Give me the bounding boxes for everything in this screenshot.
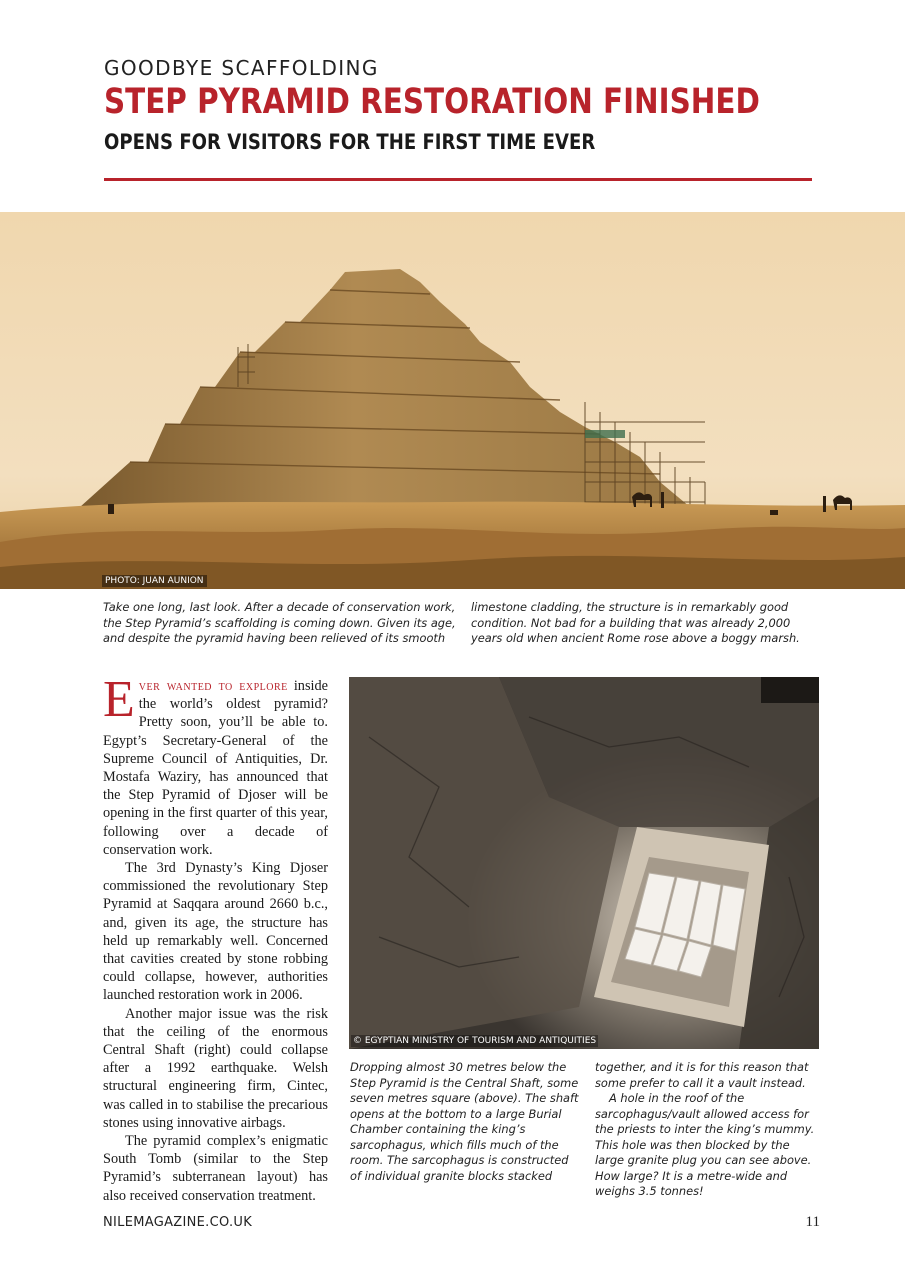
hero-photo [0,212,905,589]
central-shaft-photo [349,677,819,1049]
article-paragraph-3: Another major issue was the risk that the ceiling of the enormous Central Shaft (right) could collapse after a 1992 earthquake. Welsh structural engineering firm, Cintec, was called in to stabilise the precarious stones using innovative airbags. [103,1005,328,1131]
shaft-caption-right [595,1060,821,1200]
hero-caption-right: limestone cladding, the structure is in remarkably good condition. Not bad for a building that was already 2,000 years old when ancient Rome rose above a boggy marsh. [471,600,800,645]
article-paragraph-2: The 3rd Dynasty’s King Djoser commissioned the revolutionary Step Pyramid at Saqqara around 2660 b.c., and, given its age, the structure has held up remarkably well. Concerned that cavities created by stone robbing could collapse, however, authorities launched restoration work in 2006. [103,860,328,1004]
shaft-caption-right-p1: together, and it is for this reason that some prefer to call it a vault instead. [595,1060,809,1090]
subhead: OPENS FOR VISITORS FOR THE FIRST TIME EVER [104,130,596,154]
drop-cap: E [103,671,135,728]
article-paragraph-4: The pyramid complex’s enigmatic South Tomb (similar to the Step Pyramid’s subterranean layout) has also received conservation treatment. [103,1133,328,1204]
footer-site: NILEMAGAZINE.CO.UK [103,1215,253,1230]
headline: STEP PYRAMID RESTORATION FINISHED [104,82,760,122]
page-number: 11 [805,1214,820,1230]
kicker: GOODBYE SCAFFOLDING [104,56,379,80]
paragraph-1-text: inside the world’s oldest pyramid? Pretty soon, you’ll be able to. Egypt’s Secretary-General of the Supreme Council of Antiquities, Dr. Mostafa Waziry, has announced that the Step Pyramid of Djoser will be opening in the first quarter of this year, following over a decade of conservation work. [103,678,328,858]
central-shaft-image [349,677,819,1049]
article-paragraph-1 [103,671,328,859]
step-pyramid-photo [0,212,905,589]
hero-caption-left: Take one long, last look. After a decade of conservation work, the Step Pyramid’s scaffolding is coming down. Given its age, and despite the pyramid having been relieved of its smooth [103,600,456,645]
article-body [103,671,328,1205]
header-rule [104,178,812,181]
shaft-photo-credit: © EGYPTIAN MINISTRY OF TOURISM AND ANTIQUITIES [353,1036,597,1046]
hero-photo-credit: PHOTO: JUAN AUNION [102,575,207,587]
shaft-caption-right-p2: A hole in the roof of the sarcophagus/vault allowed access for the priests to inter the king’s mummy. This hole was then blocked by the large granite plug you can see above. How large? It is a metre-wide and weighs 3.5 tonnes! [595,1091,815,1198]
lead-smallcaps: ver wanted to explore [138,678,288,694]
shaft-caption-left: Dropping almost 30 metres below the Step Pyramid is the Central Shaft, some seven metres square (above). The shaft opens at the bottom to a large Burial Chamber containing the king’s sarcophagus, which fills much of the room. The sarcophagus is constructed of individual granite blocks stacked [350,1060,579,1183]
